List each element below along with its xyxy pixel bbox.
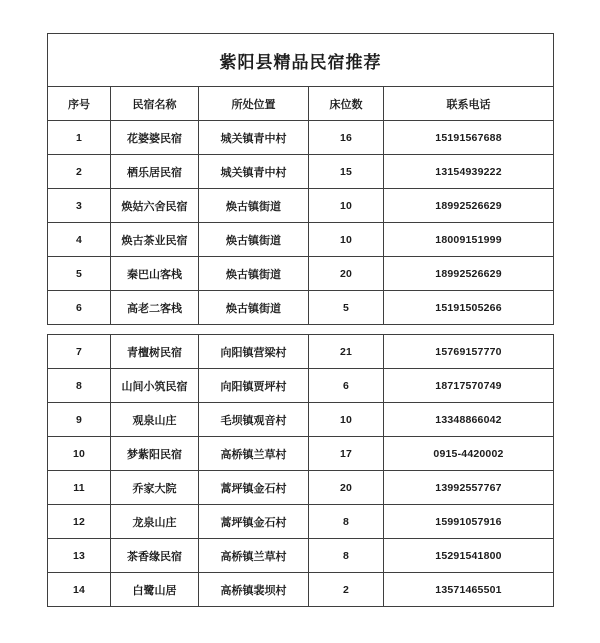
- homestay-table-top: [47, 33, 554, 325]
- cell-seq: 13: [48, 539, 111, 573]
- cell-beds: 10: [309, 189, 384, 223]
- cell-beds: 6: [309, 369, 384, 403]
- cell-location: 向阳镇营梁村: [199, 335, 309, 369]
- cell-beds: 5: [309, 291, 384, 325]
- table-row: [48, 505, 554, 539]
- table-body-bottom: [48, 335, 554, 607]
- cell-location: 焕古镇街道: [199, 291, 309, 325]
- table-row: [48, 437, 554, 471]
- column-header-row: [48, 87, 554, 121]
- cell-seq: 10: [48, 437, 111, 471]
- table-row: [48, 121, 554, 155]
- cell-name: 白鹭山居: [111, 573, 199, 607]
- cell-name: 观泉山庄: [111, 403, 199, 437]
- table-gap: [47, 325, 553, 334]
- cell-location: 蒿坪镇金石村: [199, 505, 309, 539]
- cell-name: 焕姑六舍民宿: [111, 189, 199, 223]
- table-row: [48, 189, 554, 223]
- cell-name: 秦巴山客栈: [111, 257, 199, 291]
- cell-seq: 3: [48, 189, 111, 223]
- cell-seq: 1: [48, 121, 111, 155]
- cell-seq: 4: [48, 223, 111, 257]
- cell-seq: 6: [48, 291, 111, 325]
- cell-name: 焕古茶业民宿: [111, 223, 199, 257]
- table-row: [48, 403, 554, 437]
- cell-phone: 18717570749: [384, 369, 554, 403]
- cell-location: 高桥镇兰草村: [199, 437, 309, 471]
- cell-name: 梦紫阳民宿: [111, 437, 199, 471]
- table-row: [48, 291, 554, 325]
- cell-phone: 15769157770: [384, 335, 554, 369]
- cell-phone: 13571465501: [384, 573, 554, 607]
- cell-name: 青檀树民宿: [111, 335, 199, 369]
- cell-phone: 13348866042: [384, 403, 554, 437]
- cell-location: 焕古镇街道: [199, 223, 309, 257]
- cell-location: 城关镇青中村: [199, 121, 309, 155]
- cell-beds: 15: [309, 155, 384, 189]
- cell-phone: 13992557767: [384, 471, 554, 505]
- cell-beds: 21: [309, 335, 384, 369]
- cell-seq: 5: [48, 257, 111, 291]
- document-sheet: [47, 33, 553, 607]
- cell-beds: 10: [309, 223, 384, 257]
- cell-beds: 8: [309, 539, 384, 573]
- cell-beds: 8: [309, 505, 384, 539]
- cell-location: 高桥镇兰草村: [199, 539, 309, 573]
- cell-name: 栖乐居民宿: [111, 155, 199, 189]
- cell-beds: 16: [309, 121, 384, 155]
- column-header-phone: 联系电话: [384, 87, 554, 121]
- cell-location: 向阳镇贾坪村: [199, 369, 309, 403]
- cell-location: 焕古镇街道: [199, 257, 309, 291]
- cell-name: 高老二客栈: [111, 291, 199, 325]
- cell-seq: 7: [48, 335, 111, 369]
- cell-seq: 12: [48, 505, 111, 539]
- table-row: [48, 335, 554, 369]
- cell-location: 蒿坪镇金石村: [199, 471, 309, 505]
- cell-name: 茶香缘民宿: [111, 539, 199, 573]
- table-row: [48, 471, 554, 505]
- column-header-name: 民宿名称: [111, 87, 199, 121]
- cell-seq: 9: [48, 403, 111, 437]
- cell-beds: 17: [309, 437, 384, 471]
- cell-seq: 2: [48, 155, 111, 189]
- cell-phone: 13154939222: [384, 155, 554, 189]
- cell-phone: 15991057916: [384, 505, 554, 539]
- column-header-beds: 床位数: [309, 87, 384, 121]
- table-row: [48, 369, 554, 403]
- cell-seq: 14: [48, 573, 111, 607]
- title-row: [48, 34, 554, 87]
- cell-location: 城关镇青中村: [199, 155, 309, 189]
- table-row: [48, 573, 554, 607]
- page-title: 紫阳县精品民宿推荐: [48, 34, 554, 87]
- cell-location: 焕古镇街道: [199, 189, 309, 223]
- cell-beds: 2: [309, 573, 384, 607]
- cell-beds: 20: [309, 257, 384, 291]
- column-header-seq: 序号: [48, 87, 111, 121]
- cell-phone: 15191505266: [384, 291, 554, 325]
- table-row: [48, 223, 554, 257]
- cell-seq: 8: [48, 369, 111, 403]
- cell-phone: 15291541800: [384, 539, 554, 573]
- homestay-table-bottom: [47, 334, 554, 607]
- cell-beds: 20: [309, 471, 384, 505]
- cell-phone: 18992526629: [384, 257, 554, 291]
- table-row: [48, 257, 554, 291]
- cell-name: 山间小筑民宿: [111, 369, 199, 403]
- cell-name: 花婆婆民宿: [111, 121, 199, 155]
- cell-location: 高桥镇裴坝村: [199, 573, 309, 607]
- cell-phone: 18992526629: [384, 189, 554, 223]
- table-body-top: [48, 121, 554, 325]
- table-row: [48, 155, 554, 189]
- table-row: [48, 539, 554, 573]
- cell-phone: 18009151999: [384, 223, 554, 257]
- cell-location: 毛坝镇观音村: [199, 403, 309, 437]
- cell-phone: 15191567688: [384, 121, 554, 155]
- cell-beds: 10: [309, 403, 384, 437]
- cell-name: 乔家大院: [111, 471, 199, 505]
- cell-name: 龙泉山庄: [111, 505, 199, 539]
- cell-phone: 0915-4420002: [384, 437, 554, 471]
- cell-seq: 11: [48, 471, 111, 505]
- column-header-location: 所处位置: [199, 87, 309, 121]
